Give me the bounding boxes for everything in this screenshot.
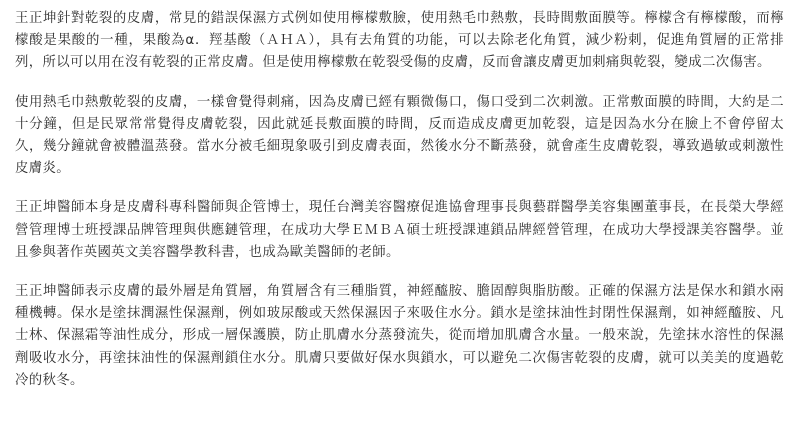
article-paragraph-4: 王正坤醫師表示皮膚的最外層是角質層，角質層含有三種脂質，神經醯胺、膽固醇與脂肪酸。正確的保濕方法是保水和鎖水兩種機轉。保水是塗抹潤濕性保濕劑，例如玻尿酸或天然保濕因子來吸住水分。鎖水是塗抹油性封閉性保濕劑，如神經醯胺、凡士林、保濕霜等油性成分，形成一層保護膜，防止肌膚水分蒸發流失，從而增加肌膚含水量。一般來說，先塗抹水溶性的保濕劑吸收水分，再塗抹油性的保濕劑鎖住水分。肌膚只要做好保水與鎖水，可以避免二次傷害乾裂的皮膚，就可以美美的度過乾冷的秋冬。 bbox=[15, 284, 784, 388]
article-paragraph-3: 王正坤醫師本身是皮膚科專科醫師與企管博士，現任台灣美容醫療促進協會理事長與藝群醫學美容集團董事長，在長榮大學經營管理博士班授課品牌管理與供應鏈管理，在成功大學ＥＭＢＡ碩士班授課連鎖品牌經營管理，在成功大學授課美容醫學。並且參與著作英國英文美容醫學教科書，也成為歐美醫師的老師。 bbox=[15, 200, 784, 260]
article-paragraph-1: 王正坤針對乾裂的皮膚，常見的錯誤保濕方式例如使用檸檬敷臉，使用熱毛巾熱敷，長時間敷面膜等。檸檬含有檸檬酸，而檸檬酸是果酸的一種，果酸為α．羥基酸（ＡＨＡ），具有去角質的功能，可以去除老化角質，減少粉刺，促進角質層的正常排列，所以可以用在沒有乾裂的正常皮膚。但是使用檸檬敷在乾裂受傷的皮膚，反而會讓皮膚更加刺痛與乾裂，變成二次傷害。 bbox=[15, 11, 784, 71]
article-paragraph-2: 使用熱毛巾熱敷乾裂的皮膚，一樣會覺得刺痛，因為皮膚已經有顆微傷口，傷口受到二次刺激。正常敷面膜的時間，大約是二十分鐘，但是民眾常常覺得皮膚乾裂，因此就延長敷面膜的時間，反而造成皮膚更加乾裂，這是因為水分在臉上不會停留太久，幾分鐘就會被體溫蒸發。當水分被毛細現象吸引到皮膚表面，然後水分不斷蒸發，就會產生皮膚乾裂，導致過敏或刺激性皮膚炎。 bbox=[15, 94, 784, 177]
